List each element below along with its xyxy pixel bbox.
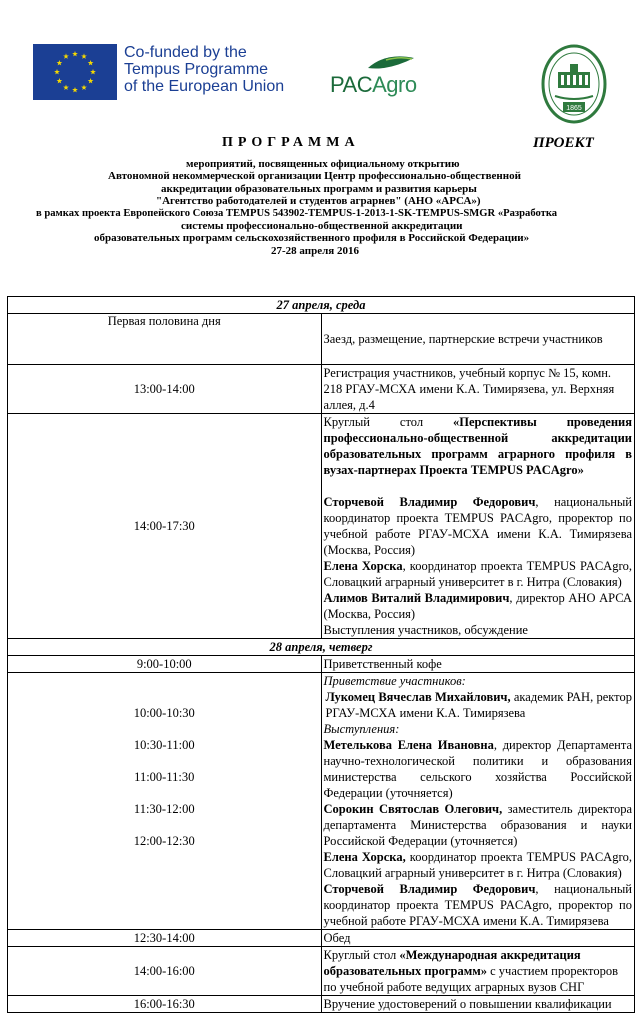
roundtable-intro: Круглый стол: [323, 948, 400, 962]
draft-label: ПРОЕКТ: [533, 135, 594, 151]
roundtable-intro: Круглый стол: [323, 415, 453, 429]
time-slot: 10:00-10:30: [133, 706, 195, 720]
time-cell: 14:00-16:00: [8, 947, 322, 996]
time-slot: 11:30-12:00: [133, 802, 195, 816]
speaker-name: Елена Хорска: [323, 559, 403, 573]
seal-year: 1865: [566, 105, 582, 112]
day-heading-row: [8, 297, 635, 314]
speaker-role: , координатор проекта TEMPUS PACAgro, Словацкий аграрный университет в г. Нитра (Словакия): [323, 559, 632, 589]
pacagro-logo: [330, 72, 417, 98]
table-row: [8, 996, 635, 1013]
speaker-name: Елена Хорска,: [323, 850, 406, 864]
roundtable-topic: «Международная аккредитация образовательных программ»: [323, 948, 581, 978]
eu-cofunded-text: [124, 44, 284, 95]
header-line: образовательных программ сельскохозяйственного профиля в Российской Федерации»: [94, 232, 530, 245]
speaker-name: Лукомец Вячеслав Михайлович,: [325, 690, 511, 704]
greeting-label: Приветствие участников:: [323, 674, 466, 688]
time-slot: 10:30-11:00: [133, 738, 195, 752]
eu-flag-icon: [33, 44, 117, 100]
speaker: [324, 849, 633, 881]
speaker-role: координатор проекта TEMPUS PACAgro, Словацкий аграрный университет в г. Нитра (Словакия): [323, 850, 632, 880]
event-cell: Приветственный кофе: [321, 656, 635, 673]
speaker: [324, 737, 633, 801]
speaker-name: Сорокин Святослав Олегович,: [323, 802, 503, 816]
speaker: [324, 801, 633, 849]
time-cell: 9:00-10:00: [8, 656, 322, 673]
speaker: [324, 689, 633, 721]
table-row: [8, 314, 635, 365]
speaker: [324, 494, 633, 558]
header-line: системы профессионально-общественной аккредитации: [181, 220, 463, 232]
closing-note: Выступления участников, обсуждение: [323, 623, 528, 637]
program-table: [7, 296, 635, 1013]
speaker-name: Алимов Виталий Владимирович: [323, 591, 510, 605]
header-line: мероприятий, посвященных официальному открытию: [186, 158, 460, 170]
day-heading: 27 апреля, среда: [8, 297, 635, 314]
table-row: [8, 414, 635, 639]
speaker-role: заместитель директора департамента Министерства образования и науки Российской Федерации (уточняется): [323, 802, 632, 848]
time-slot: 12:00-12:30: [133, 834, 195, 848]
header-line: Автономной некоммерческой организации Центр профессионально-общественной: [108, 170, 521, 183]
header-line: в рамках проекта Европейского Союза TEMPUS 543902-TEMPUS-1-2013-1-SK-TEMPUS-SMGR «Разработка: [36, 207, 558, 219]
speaker-name: Сторчевой Владимир Федорович: [323, 882, 536, 896]
eu-text-line: of the European Union: [124, 78, 285, 95]
time-cell: Первая половина дня: [8, 314, 322, 365]
event-cell: Регистрация участников, учебный корпус № 15, комн. 218 РГАУ-МСХА имени К.А. Тимирязева, ул. Верхняя аллея, д.4: [321, 365, 635, 414]
eu-text-line: Co-funded by the: [124, 44, 247, 61]
university-seal-icon: [541, 44, 607, 124]
talks-label: Выступления:: [323, 722, 400, 736]
event-cell: Вручение удостоверений о повышении квалификации: [321, 996, 635, 1013]
table-row: [8, 656, 635, 673]
event-cell: Обед: [321, 930, 635, 947]
speaker-role: , директор Департамента научно-технологической политики и образования министерства сельского хозяйства Российской Федерации (уточняется): [323, 738, 632, 800]
table-row: [8, 365, 635, 414]
table-row: [8, 930, 635, 947]
day-heading-row: [8, 639, 635, 656]
time-cell: 14:00-17:30: [8, 414, 322, 639]
speaker-role: , национальный координатор проекта TEMPUS PACAgro, проректор по учебной работе РГАУ-МСХА имени К.А. Тимирязева (Москва, Россия): [323, 495, 632, 557]
roundtable-title: [324, 414, 633, 478]
header-line: 27-28 апреля 2016: [271, 244, 359, 257]
event-cell: Заезд, размещение, партнерские встречи участников: [321, 314, 635, 365]
speaker-role: , директор АНО АРСА (Москва, Россия): [323, 591, 632, 621]
speaker: [324, 881, 633, 929]
header-line: аккредитации образовательных программ и развития карьеры: [161, 182, 477, 195]
roundtable-topic: «Перспективы проведения профессионально-общественной аккредитации образовательных программ аграрного профиля в вузах-партнерах Проекта TEMPUS PACAgro»: [323, 415, 632, 477]
speaker-name: Метелькова Елена Ивановна: [323, 738, 494, 752]
logo-banner: [0, 0, 643, 130]
time-cell: 13:00-14:00: [8, 365, 322, 414]
time-cell: [8, 673, 322, 930]
roundtable-rest: с участием проректоров по учебной работе ведущих аграрных вузов СНГ: [323, 964, 618, 994]
speaker-role: , национальный координатор проекта TEMPUS PACAgro, проректор по учебной работе РГАУ-МСХА имени К.А. Тимирязева: [323, 882, 632, 928]
event-cell: [321, 947, 635, 996]
speaker: [324, 590, 633, 622]
table-row: [8, 947, 635, 996]
pacagro-logo-agro: Agro: [372, 72, 417, 97]
page-title: ПРОГРАММА: [222, 135, 360, 150]
header-line: "Агентство работодателей и студентов аграрнев" (АНО «АРСА»): [156, 195, 481, 208]
event-cell: [321, 414, 635, 639]
eu-text-line: Tempus Programme: [124, 61, 269, 78]
pacagro-logo-pac: PAC: [330, 72, 373, 97]
time-slot: 11:00-11:30: [134, 770, 195, 784]
event-cell: [321, 673, 635, 930]
time-cell: 16:00-16:30: [8, 996, 322, 1013]
day-heading: 28 апреля, четверг: [8, 639, 635, 656]
speaker-role: академик РАН, ректор РГАУ-МСХА имени К.А. Тимирязева: [325, 690, 632, 720]
table-row: [8, 673, 635, 930]
speaker-name: Сторчевой Владимир Федорович: [323, 495, 536, 509]
time-cell: 12:30-14:00: [8, 930, 322, 947]
speaker: [324, 558, 633, 590]
